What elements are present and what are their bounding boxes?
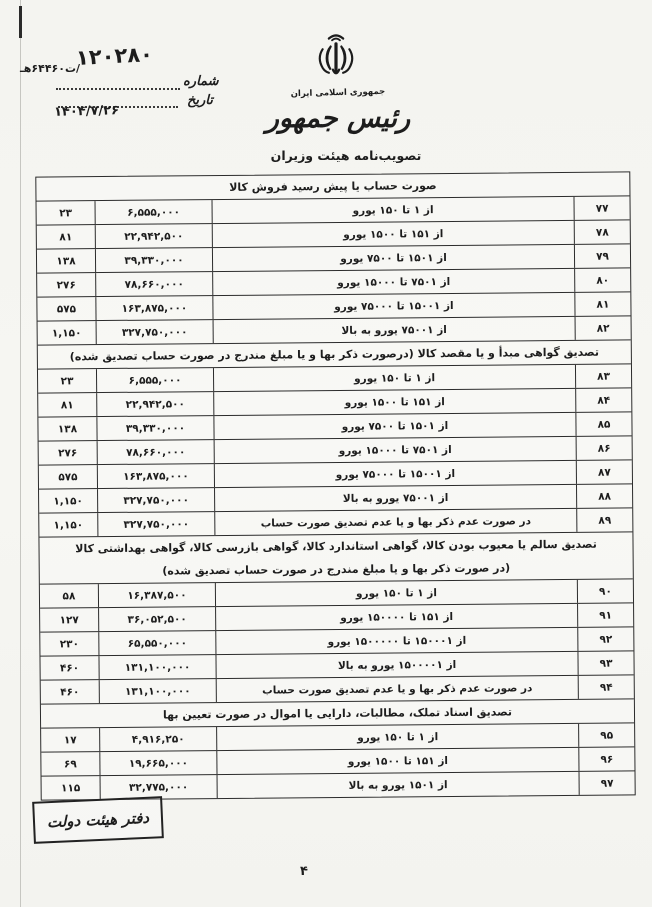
amount-euro: ۲۳ bbox=[59, 206, 73, 219]
row-number: ۹۶ bbox=[578, 747, 634, 770]
row-description: از ۱۵۱ تا ۱۵۰۰۰۰ یورو bbox=[215, 604, 577, 630]
amount-rial: ۶۵,۵۵۰,۰۰۰ bbox=[98, 631, 215, 655]
row-number: ۸۴ bbox=[575, 388, 631, 411]
row-description: از ۷۵۰۱ تا ۱۵۰۰۰ یورو bbox=[212, 269, 574, 295]
row-number: ۸۱ bbox=[574, 292, 630, 315]
amount-euro: ۲۷۶ bbox=[58, 446, 78, 459]
amount-euro: ۲۳۰ bbox=[59, 637, 80, 650]
row-description: از ۱ تا ۱۵۰ یورو bbox=[215, 580, 577, 606]
row-number: ۸۲ bbox=[575, 316, 631, 339]
cabinet-office-stamp: دفتر هیئت دولت bbox=[32, 796, 164, 844]
row-number: ۷۹ bbox=[574, 244, 630, 267]
row-description: از ۷۵۰۰۱ یورو به بالا bbox=[214, 485, 576, 511]
amount-euro: ۱,۱۵۰ bbox=[53, 518, 84, 531]
row-number: ۸۷ bbox=[576, 460, 632, 483]
row-number: ۹۰ bbox=[577, 579, 633, 602]
date-label: تاریخ bbox=[187, 93, 213, 108]
amount-rial: ۱۳۱,۱۰۰,۰۰۰ bbox=[99, 679, 216, 703]
section-title: تصدیق اسناد تملک، مطالبات، دارایی یا اموال در صورت تعیین بها bbox=[162, 705, 513, 722]
amount-euro: ۵۷۵ bbox=[58, 470, 78, 483]
amount-rial: ۳۲۷,۷۵۰,۰۰۰ bbox=[96, 320, 213, 344]
section-header bbox=[39, 531, 632, 583]
row-number: ۹۷ bbox=[579, 771, 635, 794]
section-title: تصدیق گواهی مبدأ و یا مقصد کالا (درصورت ذکر بها و یا مبلغ مندرج در صورت حساب تصدیق شده) bbox=[69, 345, 599, 364]
country-title: جمهوری اسلامی ایران bbox=[290, 86, 386, 100]
row-description: از ۱ تا ۱۵۰ یورو bbox=[212, 197, 574, 223]
amount-rial: ۴,۹۱۶,۲۵۰ bbox=[99, 727, 216, 751]
amount-euro: ۲۷۶ bbox=[56, 278, 76, 291]
row-description: از ۱ تا ۱۵۰ یورو bbox=[213, 365, 575, 391]
amount-euro: ۶۹ bbox=[63, 757, 77, 770]
row-number: ۹۲ bbox=[577, 627, 633, 650]
row-number: ۷۷ bbox=[573, 196, 629, 219]
row-description: از ۱ تا ۱۵۰ یورو bbox=[216, 724, 578, 750]
row-description: از ۷۵۰۱ تا ۱۵۰۰۰ یورو bbox=[214, 437, 576, 463]
row-description: از ۱۵۰۰۱ تا ۷۵۰۰۰ یورو bbox=[214, 461, 576, 487]
amount-euro: ۱۱۵ bbox=[60, 781, 81, 794]
row-number: ۷۸ bbox=[574, 220, 630, 243]
amount-rial: ۳۲۷,۷۵۰,۰۰۰ bbox=[97, 512, 214, 536]
row-description: از ۱۵۱ تا ۱۵۰۰ یورو bbox=[212, 221, 574, 247]
amount-rial: ۱۶,۳۸۷,۵۰۰ bbox=[98, 583, 215, 607]
row-number: ۹۴ bbox=[578, 675, 634, 698]
amount-rial: ۱۹,۶۶۵,۰۰۰ bbox=[99, 751, 216, 775]
amount-euro: ۲۳ bbox=[60, 374, 74, 387]
row-number: ۹۳ bbox=[577, 651, 633, 674]
amount-euro: ۱,۱۵۰ bbox=[51, 326, 82, 339]
row-description: از ۷۵۰۰۱ یورو به بالا bbox=[213, 317, 575, 343]
amount-euro: ۵۷۵ bbox=[56, 302, 77, 315]
row-number: ۸۳ bbox=[575, 364, 631, 387]
number-label: شماره bbox=[183, 74, 219, 89]
amount-euro: ۱۷ bbox=[63, 733, 77, 746]
amount-euro: ۱۳۸ bbox=[57, 422, 78, 435]
row-description: از ۱۵۰۱ تا ۷۵۰۰ یورو bbox=[212, 245, 574, 271]
row-description: از ۱۵۱ تا ۱۵۰۰ یورو bbox=[216, 748, 578, 774]
document-number-suffix: /ت۶۴۴۶۰هـ bbox=[20, 62, 81, 75]
row-number: ۸۶ bbox=[576, 436, 632, 459]
office-title: رئیس جمهور bbox=[265, 103, 411, 134]
row-number: ۸۹ bbox=[576, 508, 632, 531]
amount-euro: ۴۶۰ bbox=[59, 661, 80, 674]
amount-rial: ۱۶۳,۸۷۵,۰۰۰ bbox=[95, 296, 212, 320]
amount-rial: ۷۸,۶۶۰,۰۰۰ bbox=[97, 440, 214, 464]
row-number: ۸۸ bbox=[576, 484, 632, 507]
amount-rial: ۱۶۳,۸۷۵,۰۰۰ bbox=[97, 464, 214, 488]
page-number: ۴ bbox=[300, 864, 308, 879]
amount-rial: ۳۹,۳۳۰,۰۰۰ bbox=[95, 248, 212, 272]
row-description: از ۱۵۱ تا ۱۵۰۰ یورو bbox=[213, 389, 575, 415]
section-title: صورت حساب یا پیش رسید فروش کالا bbox=[229, 179, 437, 194]
row-number: ۸۰ bbox=[574, 268, 630, 291]
row-number: ۹۱ bbox=[577, 603, 633, 626]
amount-rial: ۷۸,۶۶۰,۰۰۰ bbox=[95, 272, 212, 296]
document-type-title: تصویب‌نامه هیئت وزیران bbox=[270, 148, 422, 163]
amount-rial: ۶,۵۵۵,۰۰۰ bbox=[96, 368, 213, 392]
row-number: ۹۵ bbox=[578, 723, 634, 746]
row-description: از ۱۵۰۰۱ تا ۷۵۰۰۰ یورو bbox=[212, 293, 574, 319]
amount-rial: ۲۲,۹۴۲,۵۰۰ bbox=[96, 392, 213, 416]
section-subtitle: (در صورت ذکر بها و یا مبلغ مندرج در صورت حساب تصدیق شده) bbox=[162, 561, 511, 578]
section-title: تصدیق سالم یا معیوب بودن کالا، گواهی استاندارد کالا، گواهی بازرسی کالا، گواهی بهداشتی کالا bbox=[75, 537, 597, 556]
amount-rial: ۶,۵۵۵,۰۰۰ bbox=[95, 200, 212, 224]
row-description: از ۱۵۰۰۰۱ تا ۱۵۰۰۰۰۰ یورو bbox=[215, 628, 577, 654]
row-description: در صورت عدم ذکر بها و یا عدم تصدیق صورت حساب bbox=[214, 509, 576, 535]
fee-table bbox=[35, 171, 635, 800]
row-number: ۸۵ bbox=[575, 412, 631, 435]
amount-euro: ۱۳۸ bbox=[56, 254, 76, 267]
scan-edge-mark bbox=[19, 6, 22, 38]
amount-euro: ۸۱ bbox=[60, 398, 74, 411]
iran-coat-of-arms-icon bbox=[312, 30, 360, 88]
scan-edge-artifact bbox=[20, 0, 21, 907]
amount-rial: ۱۳۱,۱۰۰,۰۰۰ bbox=[98, 655, 215, 679]
amount-euro: ۱,۱۵۰ bbox=[53, 494, 83, 507]
amount-rial: ۲۲,۹۴۲,۵۰۰ bbox=[95, 224, 212, 248]
amount-rial: ۳۲,۷۷۵,۰۰۰ bbox=[100, 775, 217, 799]
number-dotted-line bbox=[56, 88, 180, 90]
amount-euro: ۴۶۰ bbox=[60, 685, 80, 698]
document-number: ۱۲۰۲۸۰ bbox=[75, 42, 154, 70]
amount-rial: ۳۹,۳۳۰,۰۰۰ bbox=[96, 416, 213, 440]
amount-rial: ۳۶,۰۵۲,۵۰۰ bbox=[98, 607, 215, 631]
document-date: ۱۴۰۴/۷/۲۶ bbox=[53, 103, 120, 120]
amount-euro: ۵۸ bbox=[62, 589, 76, 602]
amount-euro: ۸۱ bbox=[59, 230, 73, 243]
row-description: در صورت عدم ذکر بها و یا عدم تصدیق صورت حساب bbox=[216, 676, 578, 702]
amount-euro: ۱۲۷ bbox=[59, 613, 79, 626]
amount-rial: ۳۲۷,۷۵۰,۰۰۰ bbox=[97, 488, 214, 512]
row-description: از ۱۵۰۰۰۰۱ یورو به بالا bbox=[215, 652, 577, 678]
row-description: از ۱۵۰۱ تا ۷۵۰۰ یورو bbox=[213, 413, 575, 439]
row-description: از ۱۵۰۱ یورو به بالا bbox=[217, 772, 579, 798]
